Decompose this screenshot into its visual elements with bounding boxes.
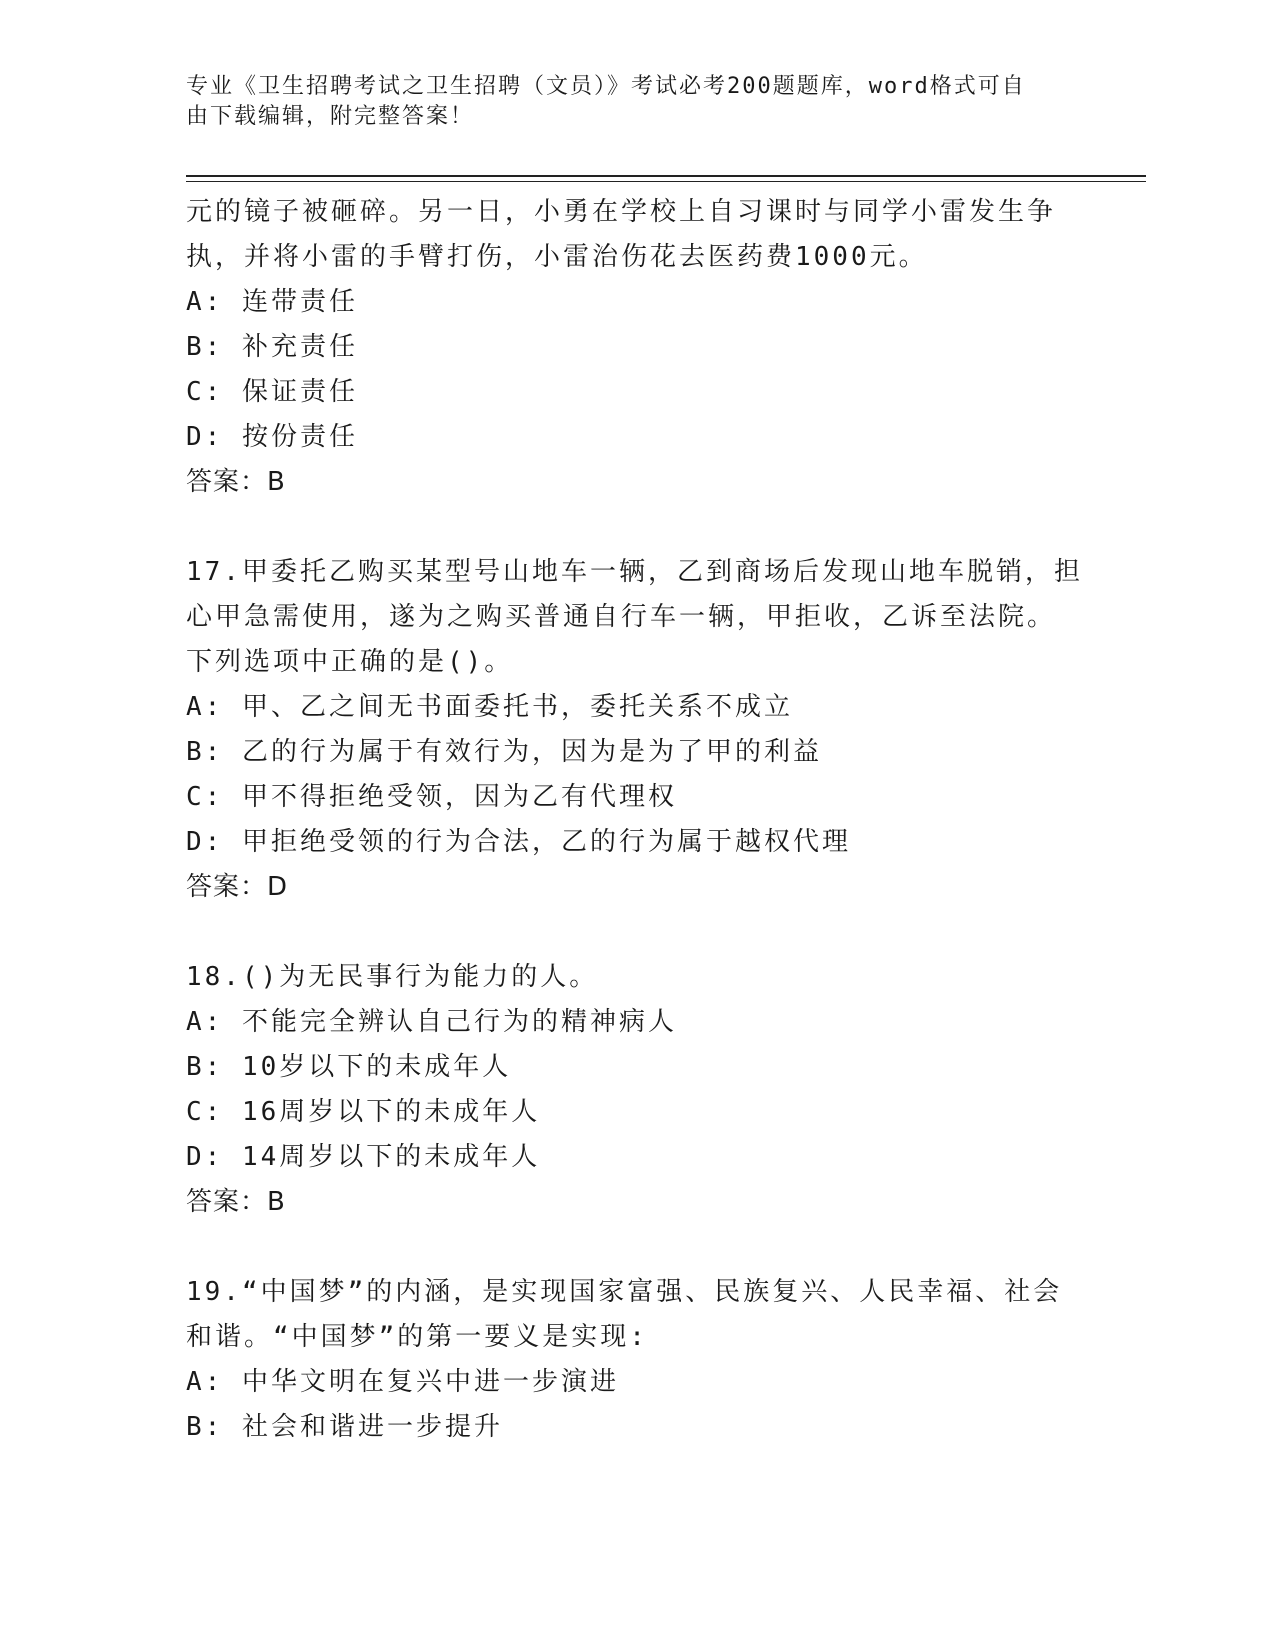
- question-text-line: 元的镜子被砸碎。另一日，小勇在学校上自习课时与同学小雷发生争: [186, 197, 1057, 227]
- question-list: [186, 190, 1086, 1450]
- option-c: C: 16周岁以下的未成年人: [186, 1097, 541, 1127]
- option-b: B: 补充责任: [186, 332, 358, 362]
- question-text-line: 18.()为无民事行为能力的人。: [186, 962, 599, 992]
- option-a: A: 连带责任: [186, 287, 358, 317]
- option-d: D: 14周岁以下的未成年人: [186, 1142, 541, 1172]
- question-text-line: 执，并将小雷的手臂打伤，小雷治伤花去医药费1000元。: [186, 242, 928, 272]
- option-b: B: 10岁以下的未成年人: [186, 1052, 512, 1082]
- question-text-line: 19.“中国梦”的内涵，是实现国家富强、民族复兴、人民幸福、社会: [186, 1277, 1063, 1307]
- spacer: [186, 1225, 1086, 1270]
- option-c: C: 保证责任: [186, 377, 358, 407]
- question-19: [186, 1270, 1086, 1450]
- question-text-line: 17.甲委托乙购买某型号山地车一辆，乙到商场后发现山地车脱销，担: [186, 557, 1083, 587]
- question-text-line: 心甲急需使用，遂为之购买普通自行车一辆，甲拒收，乙诉至法院。: [186, 602, 1057, 632]
- question-text-line: 下列选项中正确的是()。: [186, 647, 514, 677]
- spacer: [186, 910, 1086, 955]
- option-b: B: 乙的行为属于有效行为，因为是为了甲的利益: [186, 737, 822, 767]
- question-18: [186, 955, 1086, 1225]
- option-b: B: 社会和谐进一步提升: [186, 1412, 503, 1442]
- option-d: D: 按份责任: [186, 422, 358, 452]
- header-rule-thin: [186, 181, 1146, 182]
- document-header: [186, 72, 1066, 132]
- answer-line: 答案：B: [186, 467, 286, 497]
- option-c: C: 甲不得拒绝受领，因为乙有代理权: [186, 782, 677, 812]
- header-rule-thick: [186, 175, 1146, 177]
- header-line-1: 专业《卫生招聘考试之卫生招聘（文员）》考试必考200题题库，word格式可自: [186, 74, 1026, 99]
- option-d: D: 甲拒绝受领的行为合法，乙的行为属于越权代理: [186, 827, 851, 857]
- option-a: A: 甲、乙之间无书面委托书，委托关系不成立: [186, 692, 793, 722]
- question-17: [186, 550, 1086, 910]
- header-line-2: 由下载编辑，附完整答案！: [186, 104, 475, 129]
- answer-line: 答案：D: [186, 872, 289, 902]
- option-a: A: 不能完全辨认自己行为的精神病人: [186, 1007, 677, 1037]
- answer-line: 答案：B: [186, 1187, 286, 1217]
- spacer: [186, 505, 1086, 550]
- question-continuation: [186, 190, 1086, 505]
- question-text-line: 和谐。“中国梦”的第一要义是实现:: [186, 1322, 648, 1352]
- option-a: A: 中华文明在复兴中进一步演进: [186, 1367, 619, 1397]
